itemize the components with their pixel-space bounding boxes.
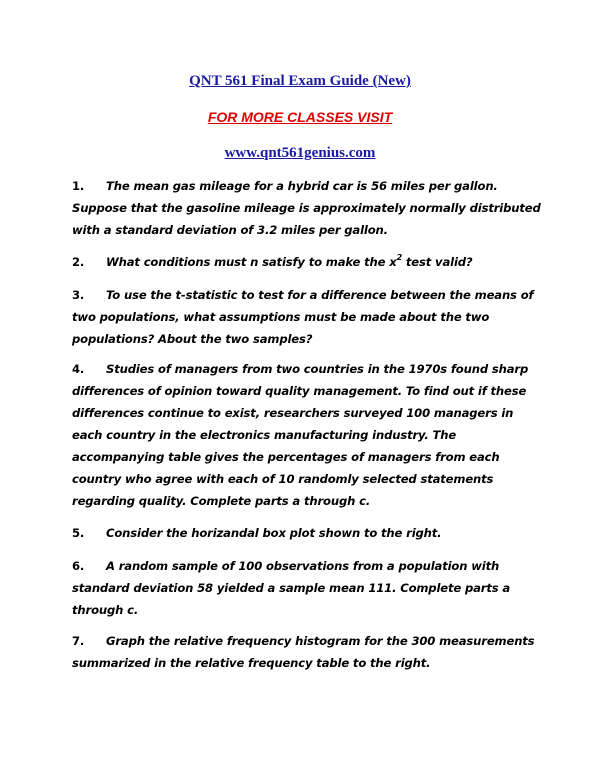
superscript: 2 [396,253,403,262]
question-text: Graph the relative frequency histogram for the 300 measurements summarized in the relative frequency table to the right. [72,634,535,670]
website-link[interactable] [0,145,600,162]
website-text: www.qnt561genius.com [224,145,376,161]
question-6 [72,555,542,621]
question-text: The mean gas mileage for a hybrid car is 56 miles per gallon. Suppose that the gasoline mileage is approximately normally distributed with a standard deviation of 3.2 miles per gallon. [72,179,541,237]
question-number: 3. [72,288,85,302]
question-5 [72,522,542,544]
question-7 [72,630,542,674]
question-text: A random sample of 100 observations from a population with standard deviation 58 yielded a sample mean 111. Complete parts a through c. [72,559,511,617]
visit-text: FOR MORE CLASSES VISIT [207,109,393,125]
question-text: Studies of managers from two countries in the 1970s found sharp differences of opinion toward quality management. To find out if these differences continue to exist, researchers surveyed 100 managers in each country in the electronics manufacturing industry. The accompanying table gives the percentages of managers from each country who agree with each of 10 randomly selected statements regarding quality. Complete parts a through c. [72,362,529,508]
question-number: 4. [72,362,85,376]
visit-banner [0,109,600,125]
question-number: 1. [72,179,85,193]
question-1 [72,175,542,241]
question-text-end: test valid? [402,255,473,269]
title-text: QNT 561 Final Exam Guide (New) [189,73,411,89]
question-number: 7. [72,634,85,648]
document-title-link[interactable] [0,73,600,90]
question-3 [72,284,542,350]
question-number: 2. [72,255,85,269]
question-number: 6. [72,559,85,573]
question-text: Consider the horizandal box plot shown to the right. [106,526,442,540]
question-4 [72,358,542,512]
question-number: 5. [72,526,85,540]
question-2 [72,251,542,273]
question-text: What conditions must n satisfy to make the x [106,255,397,269]
question-text: To use the t-statistic to test for a difference between the means of two populations, what assumptions must be made about the two populations? About the two samples? [72,288,534,346]
